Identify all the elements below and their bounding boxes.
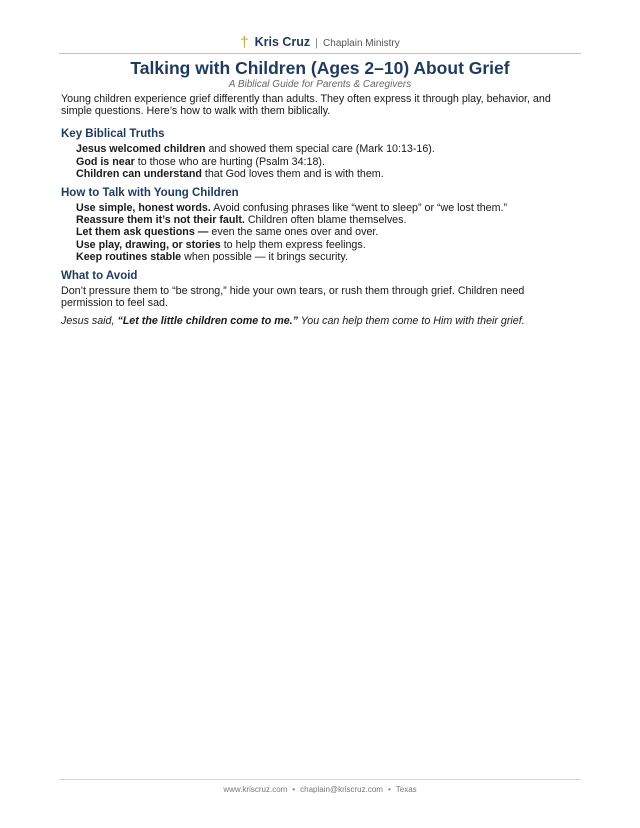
avoid-paragraph: Don’t pressure them to “be strong,” hide your own tears, or rush them through grief. Children need permission to feel sad. <box>61 285 525 310</box>
letterhead <box>0 34 640 52</box>
list-item: Keep routines stable when possible — it brings security. <box>76 250 348 263</box>
page-title: Talking with Children (Ages 2–10) About Grief <box>130 58 510 78</box>
list-item: Jesus welcomed children and showed them special care (Mark 10:13-16). <box>76 143 435 156</box>
brand-name: Kris Cruz <box>254 35 311 49</box>
footer-location: Texas <box>395 785 417 794</box>
talk-list <box>76 202 576 263</box>
section-heading-talk: How to Talk with Young Children <box>61 187 239 200</box>
section-heading-truths: Key Biblical Truths <box>61 128 165 141</box>
list-item: Children can understand that God loves them and is with them. <box>76 167 384 180</box>
header-separator: | <box>315 37 319 49</box>
list-item: God is near to those who are hurting (Psalm 34:18). <box>76 155 325 168</box>
document-body <box>61 93 576 328</box>
footer <box>0 785 640 795</box>
list-item: Use simple, honest words. Avoid confusing phrases like “went to sleep” or “we lost them.” <box>76 202 508 215</box>
closing-quote: Jesus said, “Let the little children come to me.” You can help them come to Him with their grief. <box>61 315 525 328</box>
footer-website[interactable]: www.kriscruz.com <box>223 785 288 794</box>
list-item: Use play, drawing, or stories to help them express feelings. <box>76 238 366 251</box>
page-subtitle: A Biblical Guide for Parents & Caregivers <box>228 79 412 90</box>
footer-email[interactable]: chaplain@kriscruz.com <box>300 785 383 794</box>
section-heading-avoid: What to Avoid <box>61 270 138 283</box>
header-divider <box>59 53 581 54</box>
list-item: Let them ask questions — even the same ones over and over. <box>76 226 379 239</box>
footer-divider <box>59 779 581 780</box>
ministry-name: Chaplain Ministry <box>323 38 400 49</box>
intro-paragraph: Young children experience grief differently than adults. They often express it through play, behavior, and simple questions. Here’s how to walk with them biblically. <box>61 93 551 118</box>
cross-icon: † <box>240 34 249 51</box>
truths-list <box>76 143 576 180</box>
footer-bullet: • <box>292 785 296 794</box>
footer-bullet: • <box>387 785 391 794</box>
list-item: Reassure them it’s not their fault. Children often blame themselves. <box>76 214 407 227</box>
